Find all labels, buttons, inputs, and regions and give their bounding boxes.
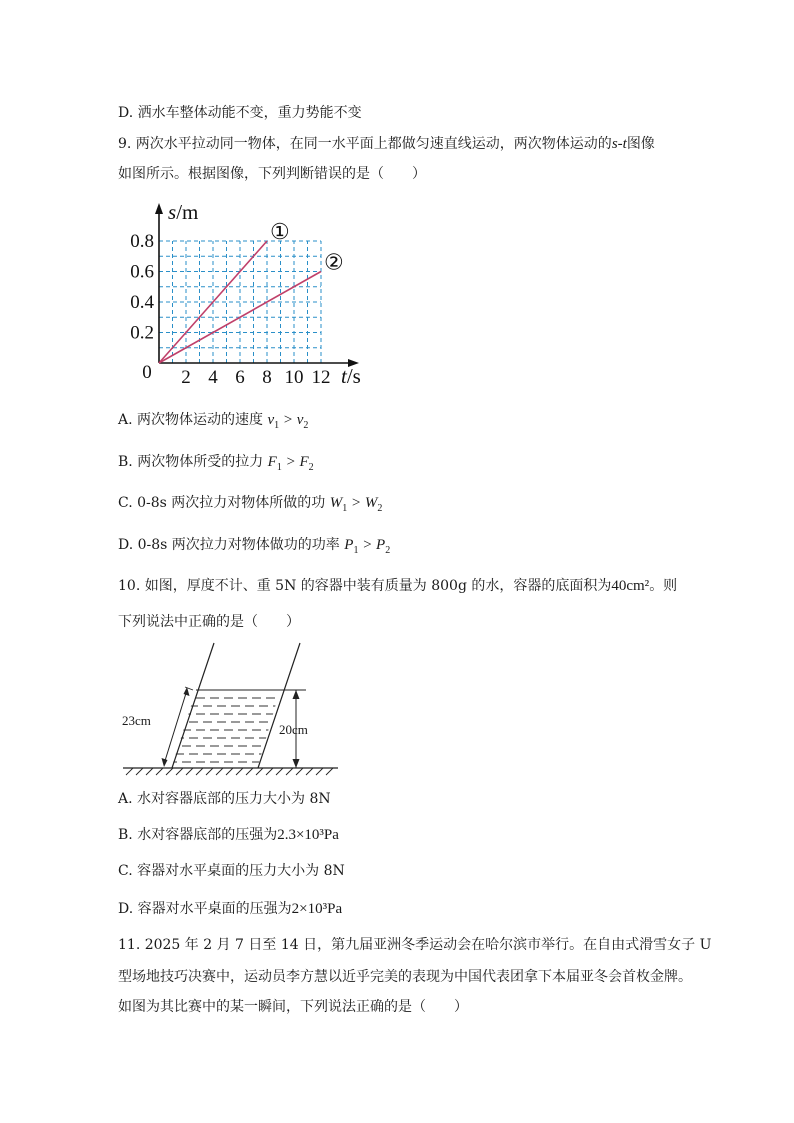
q10-area: 40cm² xyxy=(611,578,650,594)
q9-stem-line1 xyxy=(118,135,655,153)
q9-option-a-formula: $v_1 > v_2$ xyxy=(267,412,309,431)
q9-option-b xyxy=(118,453,314,477)
q10-stem-line1 xyxy=(118,577,677,595)
q9-option-d-text: D. 0-8s 两次拉力对物体做功的功率 xyxy=(118,537,340,553)
y-axis-arrow xyxy=(155,203,163,214)
series-label-1: ① xyxy=(270,219,290,244)
y-axis-label: s/m xyxy=(168,200,199,224)
x-tick-label: 4 xyxy=(208,367,218,388)
q9-option-c-formula: $W_1 > W_2$ xyxy=(329,495,383,514)
x-tick-label: 12 xyxy=(311,367,331,388)
q9-st-label: s-t xyxy=(611,136,627,152)
q10-option-d xyxy=(118,900,342,918)
st-graph xyxy=(115,195,375,395)
q11-stem-line1: 11. 2025 年 2 月 7 日至 14 日，第九届亚洲冬季运动会在哈尔滨市举行。在自由式滑雪女子 U xyxy=(118,937,712,953)
q10-option-a: A. 水对容器底部的压力大小为 8N xyxy=(118,791,331,807)
q9-option-d-formula: $P_1 > P_2$ xyxy=(344,537,391,556)
y-tick-label: 0.4 xyxy=(130,292,154,313)
q9-option-d xyxy=(118,536,390,560)
q10-stem-line2: 下列说法中正确的是（ ） xyxy=(118,614,300,630)
x-tick-label: 10 xyxy=(284,367,304,388)
q11-stem-line2: 型场地技巧决赛中，运动员李方慧以近乎完美的表现为中国代表团拿下本届亚冬会首枚金牌。 xyxy=(118,969,692,985)
q10-stem-text: 10. 如图，厚度不计、重 5N 的容器中装有质量为 800g 的水，容器的底面积为 xyxy=(118,578,612,594)
q9-stem-text: 9. 两次水平拉动同一物体，在同一水平面上都做匀速直线运动，两次物体运动的 xyxy=(118,136,612,152)
q9-option-b-formula: $F_1 > F_2$ xyxy=(267,454,314,473)
height-label: 20cm xyxy=(279,722,308,737)
q9-option-a-text: A. 两次物体运动的速度 xyxy=(118,412,264,428)
q10-option-b-text: B. 水对容器底部的压强为 xyxy=(118,827,278,843)
origin-label: 0 xyxy=(142,362,152,383)
q9-stem-line2: 如图所示。根据图像，下列判断错误的是（ ） xyxy=(118,166,426,182)
x-axis-label: t/s xyxy=(341,364,361,388)
container-figure xyxy=(118,638,348,780)
x-tick-label: 2 xyxy=(181,367,191,388)
series-label-2: ② xyxy=(324,249,344,275)
q10-stem-end: 。则 xyxy=(649,578,678,594)
y-tick-label: 0.8 xyxy=(130,231,154,252)
y-tick-label: 0.2 xyxy=(130,322,154,344)
q9-option-a xyxy=(118,411,308,435)
q9-option-c-text: C. 0-8s 两次拉力对物体所做的功 xyxy=(118,495,326,511)
water xyxy=(168,698,288,762)
ground-hatch xyxy=(126,768,333,775)
x-tick-label: 6 xyxy=(235,367,245,388)
q9-option-c xyxy=(118,494,382,518)
q11-stem-line3: 如图为其比赛中的某一瞬间，下列说法正确的是（ ） xyxy=(118,999,468,1015)
y-tick-label: 0.6 xyxy=(130,261,154,283)
q10-option-d-text: D. 容器对水平桌面的压强为 xyxy=(118,901,292,917)
q10-option-d-value: 2×10³Pa xyxy=(291,901,343,917)
q10-option-b xyxy=(118,826,339,844)
q9-option-b-text: B. 两次物体所受的拉力 xyxy=(118,454,264,470)
x-tick-label: 8 xyxy=(262,367,272,388)
q8-option-d: D. 洒水车整体动能不变，重力势能不变 xyxy=(118,105,362,121)
slant-label: 23cm xyxy=(122,713,151,728)
q9-stem-end: 图像 xyxy=(626,136,655,152)
q10-option-b-value: 2.3×10³Pa xyxy=(277,827,339,843)
q10-option-c: C. 容器对水平桌面的压力大小为 8N xyxy=(118,863,345,879)
slant-dimension xyxy=(164,690,187,764)
